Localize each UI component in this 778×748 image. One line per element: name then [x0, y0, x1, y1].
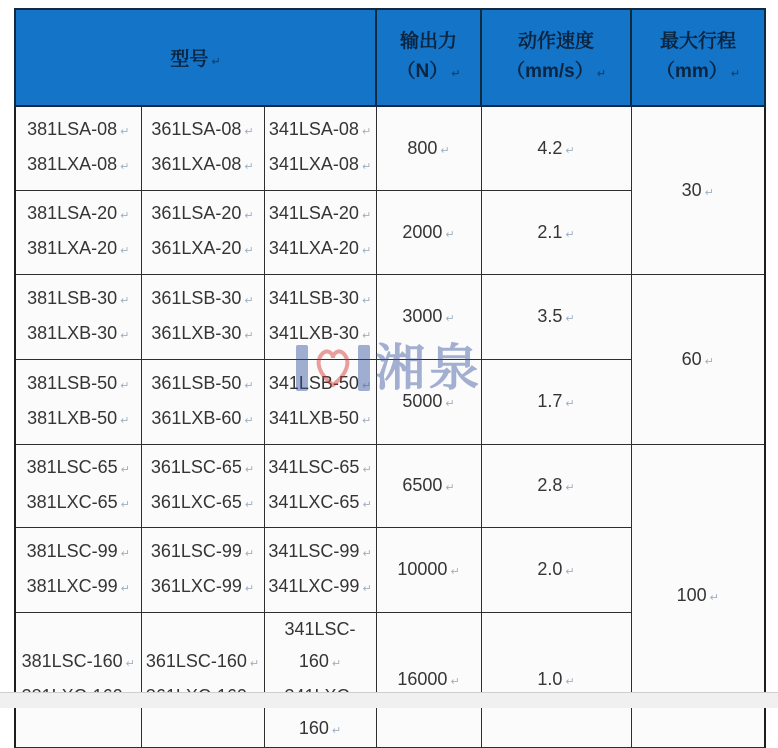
model-text: 341LSC-160 — [284, 618, 356, 671]
line-break-mark: ↵ — [362, 463, 372, 476]
header-speed-label: 动作速度 — [518, 30, 595, 52]
line-break-mark: ↵ — [361, 414, 372, 427]
model-cell — [264, 359, 376, 444]
stroke-value: 30 — [681, 179, 702, 200]
line-break-mark: ↵ — [450, 566, 460, 578]
line-break-mark: ↵ — [565, 676, 575, 688]
model-text: 381LSC-160 — [21, 650, 123, 671]
model-text: 381LXB-30 — [27, 322, 118, 343]
stroke-value: 100 — [676, 585, 707, 605]
line-break-mark: ↵ — [244, 379, 254, 392]
line-break-mark: ↵ — [244, 329, 254, 342]
force-value: 3000 — [402, 306, 443, 326]
model-cell — [264, 444, 376, 527]
line-break-mark: ↵ — [120, 126, 130, 139]
force-cell — [376, 274, 481, 359]
line-break-mark: ↵ — [362, 547, 372, 560]
model-text: 341LXC-65 — [268, 491, 360, 512]
line-break-mark: ↵ — [244, 547, 255, 560]
line-break-mark: ↵ — [565, 313, 575, 325]
line-break-mark: ↵ — [249, 657, 260, 670]
model-text: 341LXA-20 — [268, 238, 359, 258]
model-cell — [15, 106, 141, 190]
model-text: 341LXB-30 — [268, 322, 359, 343]
line-break-mark: ↵ — [331, 724, 342, 737]
speed-value: 2.8 — [537, 475, 563, 495]
line-break-mark: ↵ — [120, 161, 130, 174]
model-cell — [141, 359, 264, 444]
line-break-mark: ↵ — [445, 482, 455, 494]
force-value: 2000 — [402, 221, 443, 242]
line-break-mark: ↵ — [565, 398, 575, 410]
model-cell — [15, 274, 141, 359]
line-break-mark: ↵ — [331, 657, 342, 670]
spec-table — [14, 8, 766, 748]
line-break-mark: ↵ — [244, 414, 254, 427]
speed-value: 4.2 — [537, 137, 563, 158]
force-cell — [376, 444, 481, 527]
table-row — [15, 444, 765, 527]
model-text: 361LXA-08 — [151, 154, 242, 175]
line-break-mark: ↵ — [440, 144, 450, 157]
line-break-mark: ↵ — [120, 294, 130, 307]
model-cell — [15, 527, 141, 612]
header-stroke — [631, 9, 765, 106]
force-value: 6500 — [402, 475, 443, 495]
line-break-mark: ↵ — [120, 379, 130, 392]
line-break-mark: ↵ — [361, 379, 372, 392]
speed-value: 2.0 — [537, 559, 563, 579]
line-break-mark: ↵ — [120, 329, 130, 342]
line-break-mark: ↵ — [244, 126, 254, 139]
line-break-mark: ↵ — [120, 547, 130, 560]
model-cell — [15, 444, 141, 527]
table-row — [15, 274, 765, 359]
line-break-mark: ↵ — [120, 414, 130, 427]
header-model — [15, 9, 376, 106]
speed-value: 1.0 — [537, 669, 563, 689]
model-text: 361LSC-99 — [150, 540, 242, 561]
header-stroke-unit: （mm） — [656, 60, 728, 82]
model-cell — [141, 190, 264, 274]
line-break-mark: ↵ — [565, 482, 575, 494]
speed-cell — [481, 612, 631, 747]
model-text: 341LXB-50 — [268, 407, 359, 428]
line-break-mark: ↵ — [361, 126, 372, 139]
page-bottom-band — [0, 692, 778, 708]
speed-cell — [481, 106, 631, 190]
stroke-cell — [631, 274, 765, 444]
line-break-mark: ↵ — [445, 398, 455, 410]
model-cell — [141, 274, 264, 359]
speed-value: 2.1 — [537, 221, 563, 242]
force-value: 5000 — [402, 391, 443, 411]
model-text: 361LSC-160 — [145, 650, 247, 671]
model-text: 341LXC-99 — [268, 575, 360, 596]
line-break-mark: ↵ — [244, 245, 254, 257]
model-text: 341LSA-20 — [268, 203, 359, 223]
speed-cell — [481, 444, 631, 527]
header-stroke-label: 最大行程 — [660, 30, 737, 52]
line-break-mark: ↵ — [120, 463, 130, 476]
model-text: 160 — [298, 717, 329, 738]
model-text: 341LSB-30 — [268, 287, 359, 308]
model-text: 361LXB-60 — [151, 407, 242, 428]
line-break-mark: ↵ — [120, 582, 130, 595]
model-text: 341LSB-50 — [268, 372, 359, 393]
force-cell — [376, 527, 481, 612]
line-break-mark: ↵ — [361, 210, 372, 222]
line-break-mark: ↵ — [125, 657, 135, 670]
line-break-mark: ↵ — [120, 245, 130, 257]
model-text: 341LXA-08 — [268, 154, 359, 175]
speed-value: 3.5 — [537, 306, 563, 326]
force-cell — [376, 612, 481, 747]
line-break-mark: ↵ — [450, 676, 460, 688]
force-cell — [376, 359, 481, 444]
table-row — [15, 106, 765, 190]
line-break-mark: ↵ — [709, 592, 719, 604]
model-text: 381LXA-08 — [27, 154, 118, 175]
model-cell — [141, 444, 264, 527]
line-break-mark: ↵ — [565, 566, 575, 578]
header-force-label: 输出力 — [400, 30, 458, 52]
force-cell — [376, 190, 481, 274]
model-text: 361LXC-99 — [150, 575, 242, 596]
model-text: 381LXC-99 — [26, 575, 118, 596]
model-cell — [141, 612, 264, 747]
line-break-mark: ↵ — [244, 161, 254, 174]
line-break-mark: ↵ — [596, 67, 606, 80]
watermark-text: 湘泉 — [375, 340, 483, 396]
line-break-mark: ↵ — [451, 67, 461, 80]
model-cell — [141, 527, 264, 612]
line-break-mark: ↵ — [704, 355, 714, 368]
line-break-mark: ↵ — [120, 210, 130, 222]
line-break-mark: ↵ — [244, 210, 254, 222]
line-break-mark: ↵ — [704, 186, 714, 199]
model-text: 361LSA-08 — [151, 119, 242, 140]
line-break-mark: ↵ — [730, 67, 741, 80]
line-break-mark: ↵ — [361, 294, 372, 307]
line-break-mark: ↵ — [361, 161, 372, 174]
model-text: 341LSA-08 — [268, 119, 359, 140]
speed-value: 1.7 — [537, 391, 563, 411]
speed-cell — [481, 190, 631, 274]
model-cell — [15, 359, 141, 444]
model-text: 381LXB-50 — [27, 407, 118, 428]
model-text: 381LXA-20 — [27, 238, 118, 258]
speed-cell — [481, 527, 631, 612]
model-text: 361LSB-50 — [151, 372, 242, 393]
model-text: 361LXC-65 — [150, 491, 242, 512]
model-text: 381LSB-30 — [27, 287, 118, 308]
model-cell — [15, 612, 141, 747]
model-text: 361LSC-65 — [150, 456, 242, 477]
force-cell — [376, 106, 481, 190]
stroke-value: 60 — [681, 348, 702, 369]
line-break-mark: ↵ — [445, 228, 455, 241]
line-break-mark: ↵ — [362, 498, 372, 511]
speed-cell — [481, 359, 631, 444]
model-text: 341LSC-99 — [268, 540, 360, 561]
speed-cell — [481, 274, 631, 359]
model-text: 381LSB-50 — [27, 372, 118, 393]
header-force-unit: （N） — [396, 60, 449, 82]
model-text: 381LSC-65 — [26, 456, 118, 477]
line-break-mark: ↵ — [362, 582, 372, 595]
model-text: 381LSC-99 — [26, 540, 118, 561]
model-text: 361LXB-30 — [151, 322, 242, 343]
model-text: 381LXC-65 — [26, 491, 118, 512]
line-break-mark: ↵ — [565, 228, 575, 241]
model-cell — [264, 274, 376, 359]
model-cell — [141, 106, 264, 190]
model-text: 381LSA-08 — [27, 119, 118, 140]
line-break-mark: ↵ — [244, 463, 255, 476]
model-text: 361LXA-20 — [151, 238, 242, 258]
force-value: 10000 — [397, 559, 448, 579]
model-cell — [264, 106, 376, 190]
line-break-mark: ↵ — [565, 144, 575, 157]
line-break-mark: ↵ — [361, 329, 372, 342]
model-cell — [264, 190, 376, 274]
line-break-mark: ↵ — [244, 582, 255, 595]
line-break-mark: ↵ — [244, 294, 254, 307]
model-text: 361LSB-30 — [151, 287, 242, 308]
model-text: 341LSC-65 — [268, 456, 360, 477]
model-cell — [15, 190, 141, 274]
header-speed-unit: （mm/s） — [506, 60, 594, 82]
header-row — [15, 9, 765, 106]
force-value: 16000 — [397, 669, 448, 689]
model-text: 361LSA-20 — [151, 203, 242, 223]
header-model-label: 型号 — [170, 49, 209, 70]
line-break-mark: ↵ — [244, 498, 255, 511]
line-break-mark: ↵ — [211, 56, 221, 68]
header-force — [376, 9, 481, 106]
model-cell — [264, 527, 376, 612]
line-break-mark: ↵ — [120, 498, 130, 511]
header-speed — [481, 9, 631, 106]
model-cell — [264, 612, 376, 747]
model-text: 381LSA-20 — [27, 203, 118, 223]
stroke-cell — [631, 106, 765, 274]
line-break-mark: ↵ — [361, 245, 372, 257]
line-break-mark: ↵ — [445, 313, 455, 325]
force-value: 800 — [407, 137, 438, 158]
